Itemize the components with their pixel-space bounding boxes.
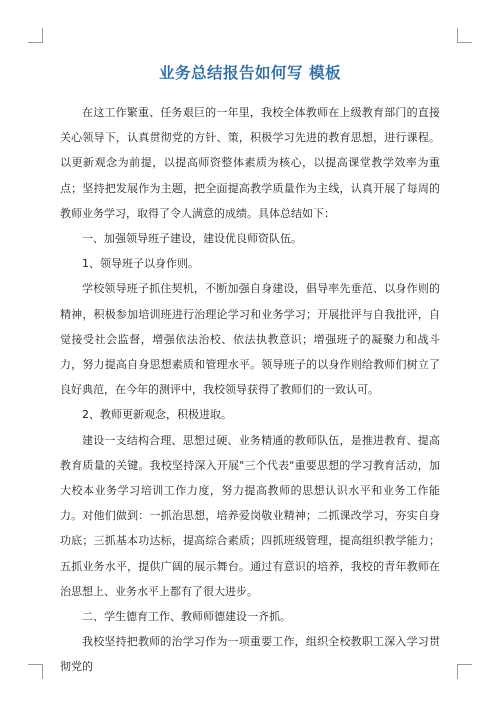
body-paragraph-ethics: 我校坚持把教师的治学习作为一项重要工作，组织全校教职工深入学习贯彻党的 xyxy=(60,635,440,674)
crop-mark-top-right xyxy=(457,28,472,43)
crop-mark-bottom-right xyxy=(457,664,472,679)
document-title: 业务总结报告如何写 模板 xyxy=(159,64,341,82)
subsection-heading-1-1: 1、领导班子以身作则。 xyxy=(82,257,199,271)
document-body xyxy=(60,100,440,680)
section-heading-2: 二、学生德育工作、教师师德建设一齐抓。 xyxy=(82,610,291,624)
subsection-heading-1-2: 2、教师更新观念，积极进取。 xyxy=(82,408,232,422)
intro-paragraph: 在这工作繁重、任务艰巨的一年里，我校全体教师在上级教育部门的直接关心领导下，认真贯彻党的方针、策，积极学习先进的教育思想，进行课程。以更新观念为前提，以提高师资整体素质为核心，以提高课堂教学效率为重点；坚持把发展作为主题，把全面提高教学质量作为主线，认真开展了每周的教师业务学习，取得了令人满意的成绩。具体总结如下： xyxy=(60,106,440,220)
section-heading-1: 一、加强领导班子建设，建设优良师资队伍。 xyxy=(82,232,302,246)
body-paragraph-leadership: 学校领导班子抓住契机，不断加强自身建设，倡导率先垂范、以身作则的精神，积极参加培训班进行治理论学习和业务学习；开展批评与自我批评，自觉接受社会监督，增强依法治校、依法执教意识；增强班子的凝聚力和战斗力，努力提高自身思想素质和管理水平。领导班子的以身作则给教师们树立了良好典范，在今年的测评中，我校领导获得了教师们的一致认可。 xyxy=(60,282,440,397)
body-paragraph-teachers: 建设一支结构合理、思想过硬、业务精通的教师队伍，是推进教育、提高教育质量的关键。我校坚持深入开展"三个代表"重要思想的学习教育活动，加大校本业务学习培训工作力度，努力提高教师的思想认识水平和业务工作能力。对他们做到：一抓治思想，培养爱岗敬业精神；二抓课改学习，夯实自身功底；三抓基本功达标，提高综合素质；四抓班级管理，提高组织教学能力；五抓业务水平，提供广阔的展示舞台。通过有意识的培养，我校的青年教师在治思想上、业务水平上都有了很大进步。 xyxy=(60,433,440,598)
crop-mark-bottom-left xyxy=(28,664,43,679)
crop-mark-top-left xyxy=(28,28,43,43)
